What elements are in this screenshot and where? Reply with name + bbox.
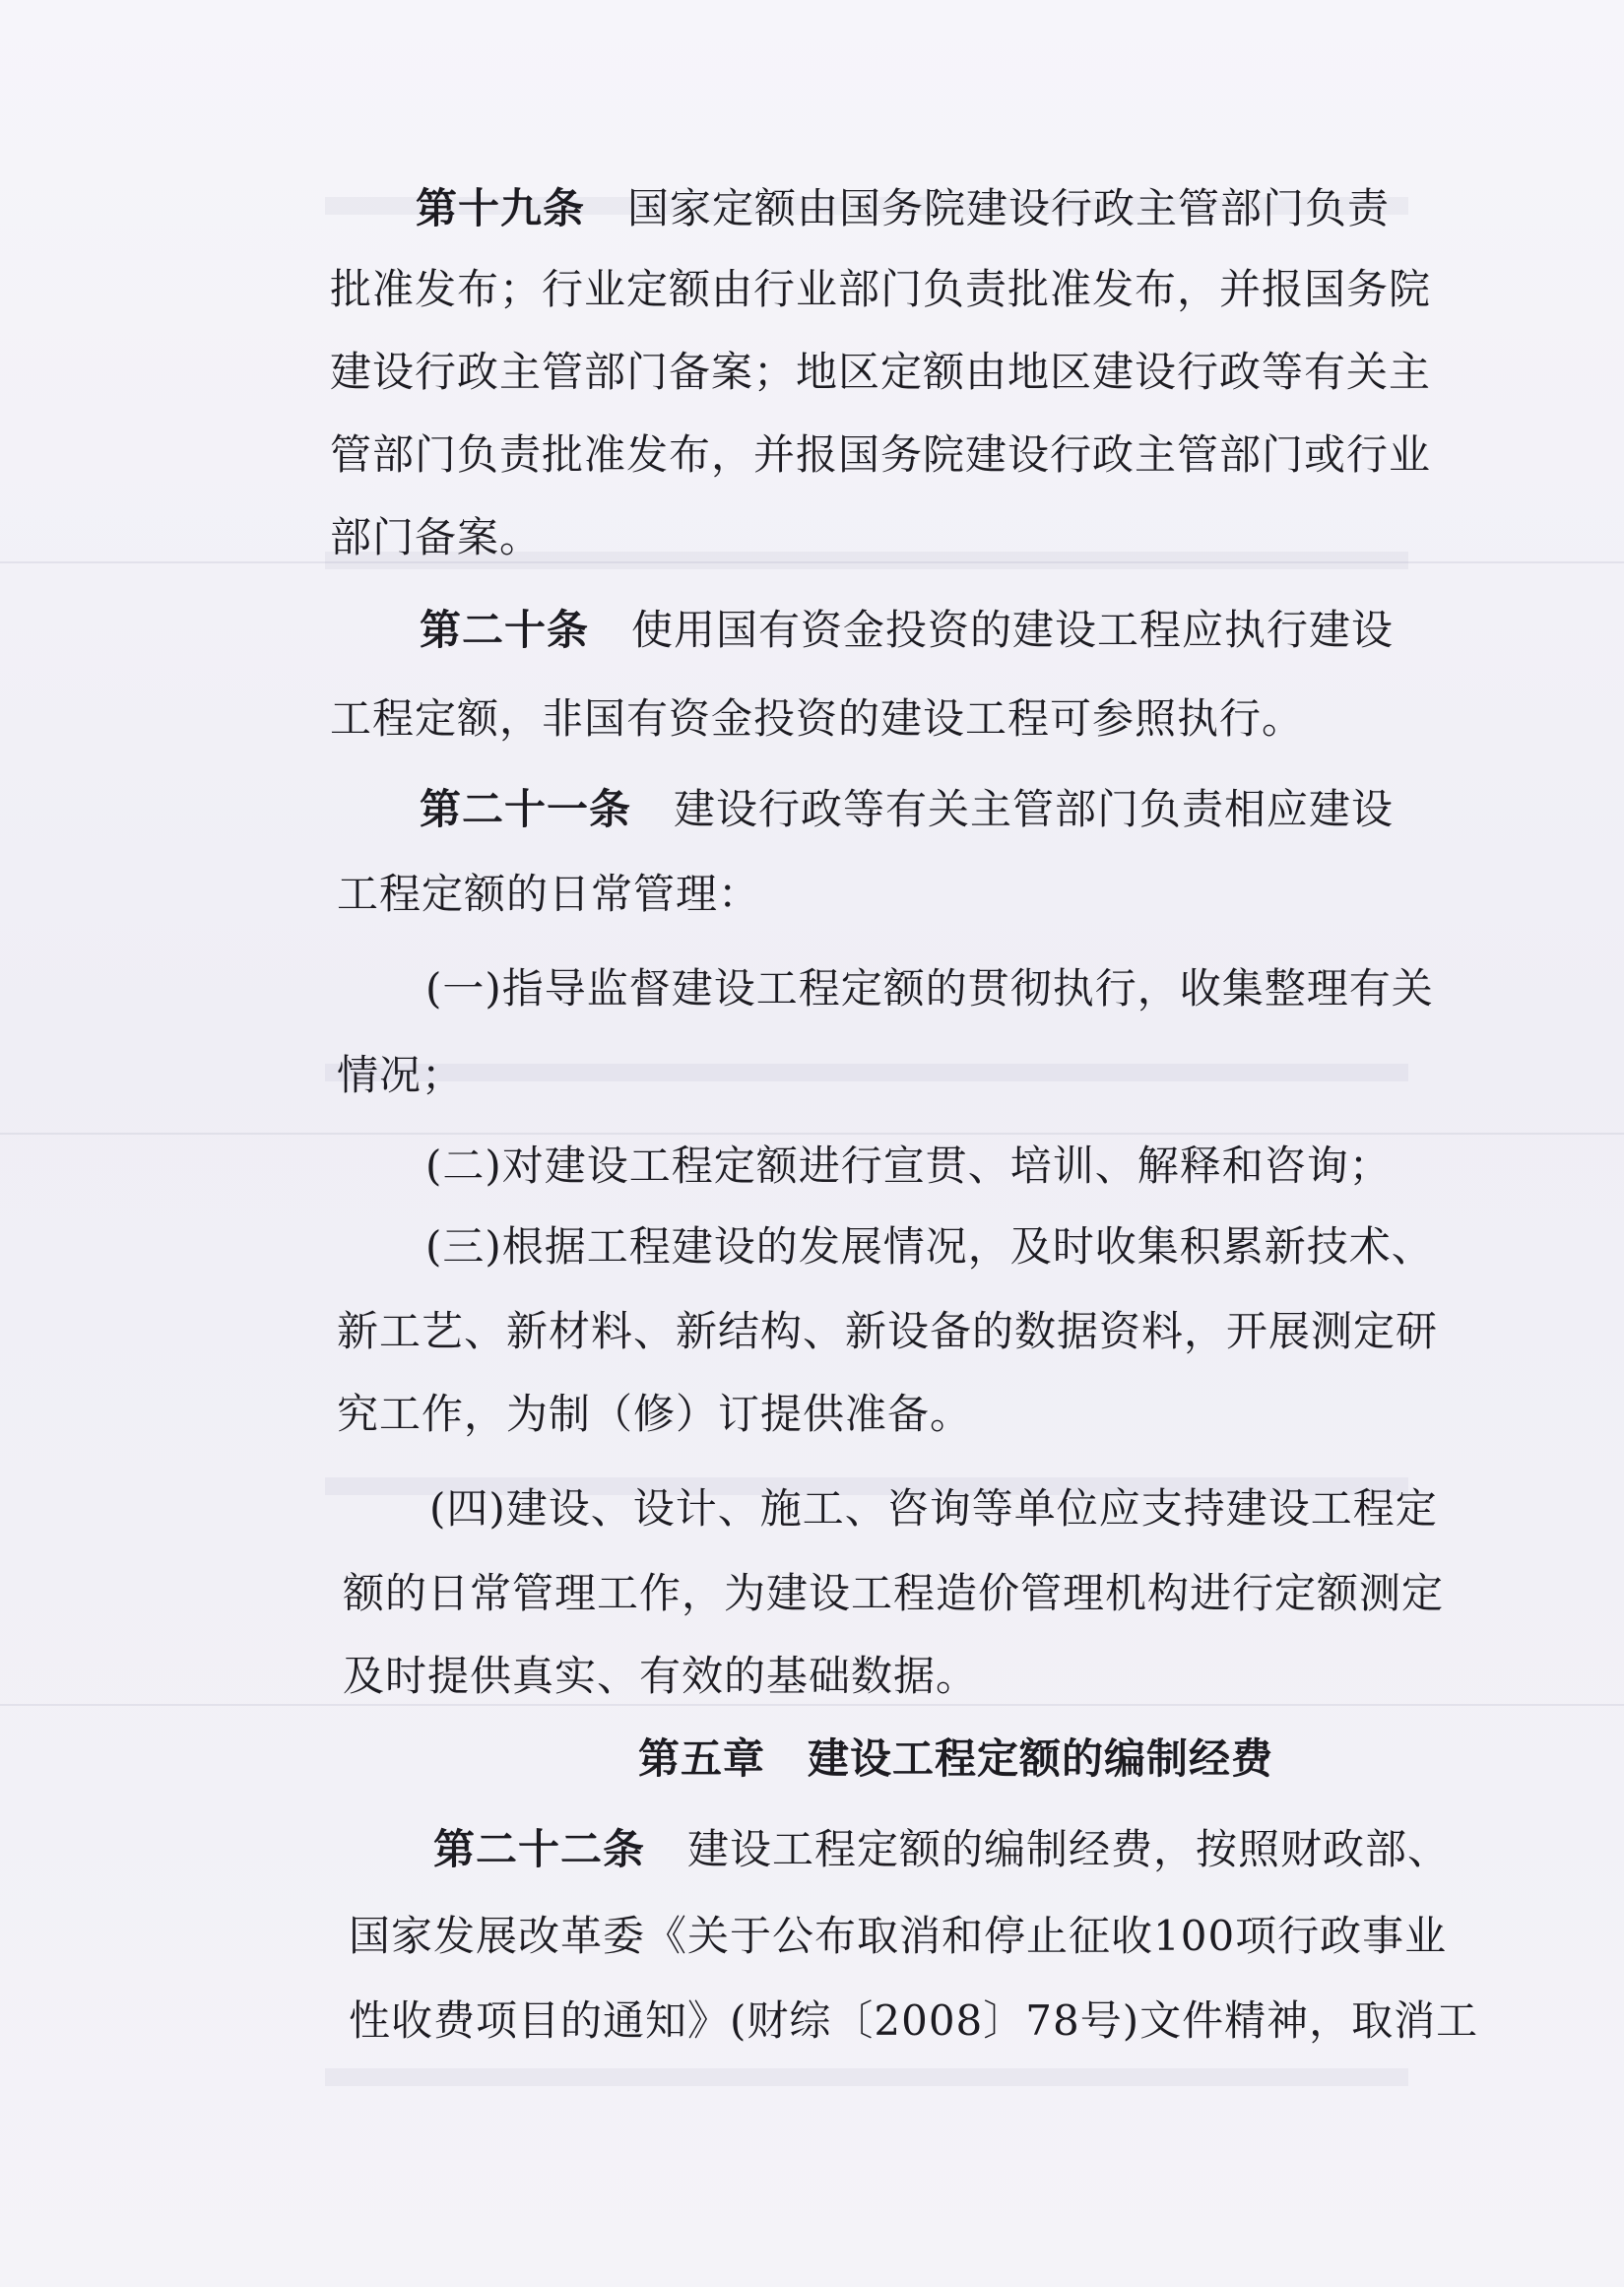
bleed-through-text — [325, 2068, 1408, 2086]
article-21-line-1 — [420, 784, 1394, 835]
list-item-3: (三)根据工程建设的发展情况，及时收集积累新技术、 — [425, 1222, 1434, 1271]
article-20-heading: 第二十条 — [420, 606, 590, 654]
body-line: 工程定额的日常管理： — [337, 870, 761, 918]
article-19-text: 国家定额由国务院建设行政主管部门负责 — [585, 184, 1391, 232]
body-line: 新工艺、新材料、新结构、新设备的数据资料，开展测定研 — [337, 1307, 1439, 1355]
article-20-text: 使用国有资金投资的建设工程应执行建设 — [589, 606, 1395, 654]
body-line: 管部门负责批准发布，并报国务院建设行政主管部门或行业 — [330, 430, 1432, 479]
article-21-heading: 第二十一条 — [420, 785, 632, 833]
body-line: 国家发展改革委《关于公布取消和停止征收100项行政事业 — [349, 1912, 1448, 1960]
paper-fold — [0, 1704, 1624, 1706]
article-19-line-1 — [416, 183, 1390, 234]
body-line: 工程定额，非国有资金投资的建设工程可参照执行。 — [330, 694, 1305, 743]
body-line: 性收费项目的通知》(财综〔2008〕78号)文件精神，取消工 — [349, 1996, 1479, 2045]
article-21-text: 建设行政等有关主管部门负责相应建设 — [631, 785, 1395, 833]
list-item-1: (一)指导监督建设工程定额的贯彻执行，收集整理有关 — [425, 964, 1434, 1013]
article-19-heading: 第十九条 — [416, 184, 586, 232]
chapter-heading: 第五章 建设工程定额的编制经费 — [638, 1734, 1274, 1783]
body-line: 建设行政主管部门备案；地区定额由地区建设行政等有关主 — [330, 348, 1432, 396]
body-line: 部门备案。 — [330, 513, 543, 561]
list-item-2: (二)对建设工程定额进行宣贯、培训、解释和咨询； — [425, 1142, 1392, 1190]
paper-fold — [0, 1133, 1624, 1135]
article-20-line-1 — [420, 605, 1394, 656]
body-line: 及时提供真实、有效的基础数据。 — [343, 1652, 979, 1700]
body-line: 情况； — [337, 1051, 465, 1099]
body-line: 额的日常管理工作，为建设工程造价管理机构进行定额测定 — [343, 1569, 1445, 1617]
body-line: 究工作，为制（修）订提供准备。 — [337, 1390, 973, 1438]
article-22-line-1 — [433, 1824, 1450, 1875]
bleed-through-text — [325, 1064, 1408, 1081]
list-item-4: (四)建设、设计、施工、咨询等单位应支持建设工程定 — [429, 1484, 1438, 1533]
article-22-heading: 第二十二条 — [433, 1825, 646, 1873]
article-22-text: 建设工程定额的编制经费，按照财政部、 — [645, 1825, 1451, 1873]
body-line: 批准发布；行业定额由行业部门负责批准发布，并报国务院 — [330, 265, 1432, 313]
